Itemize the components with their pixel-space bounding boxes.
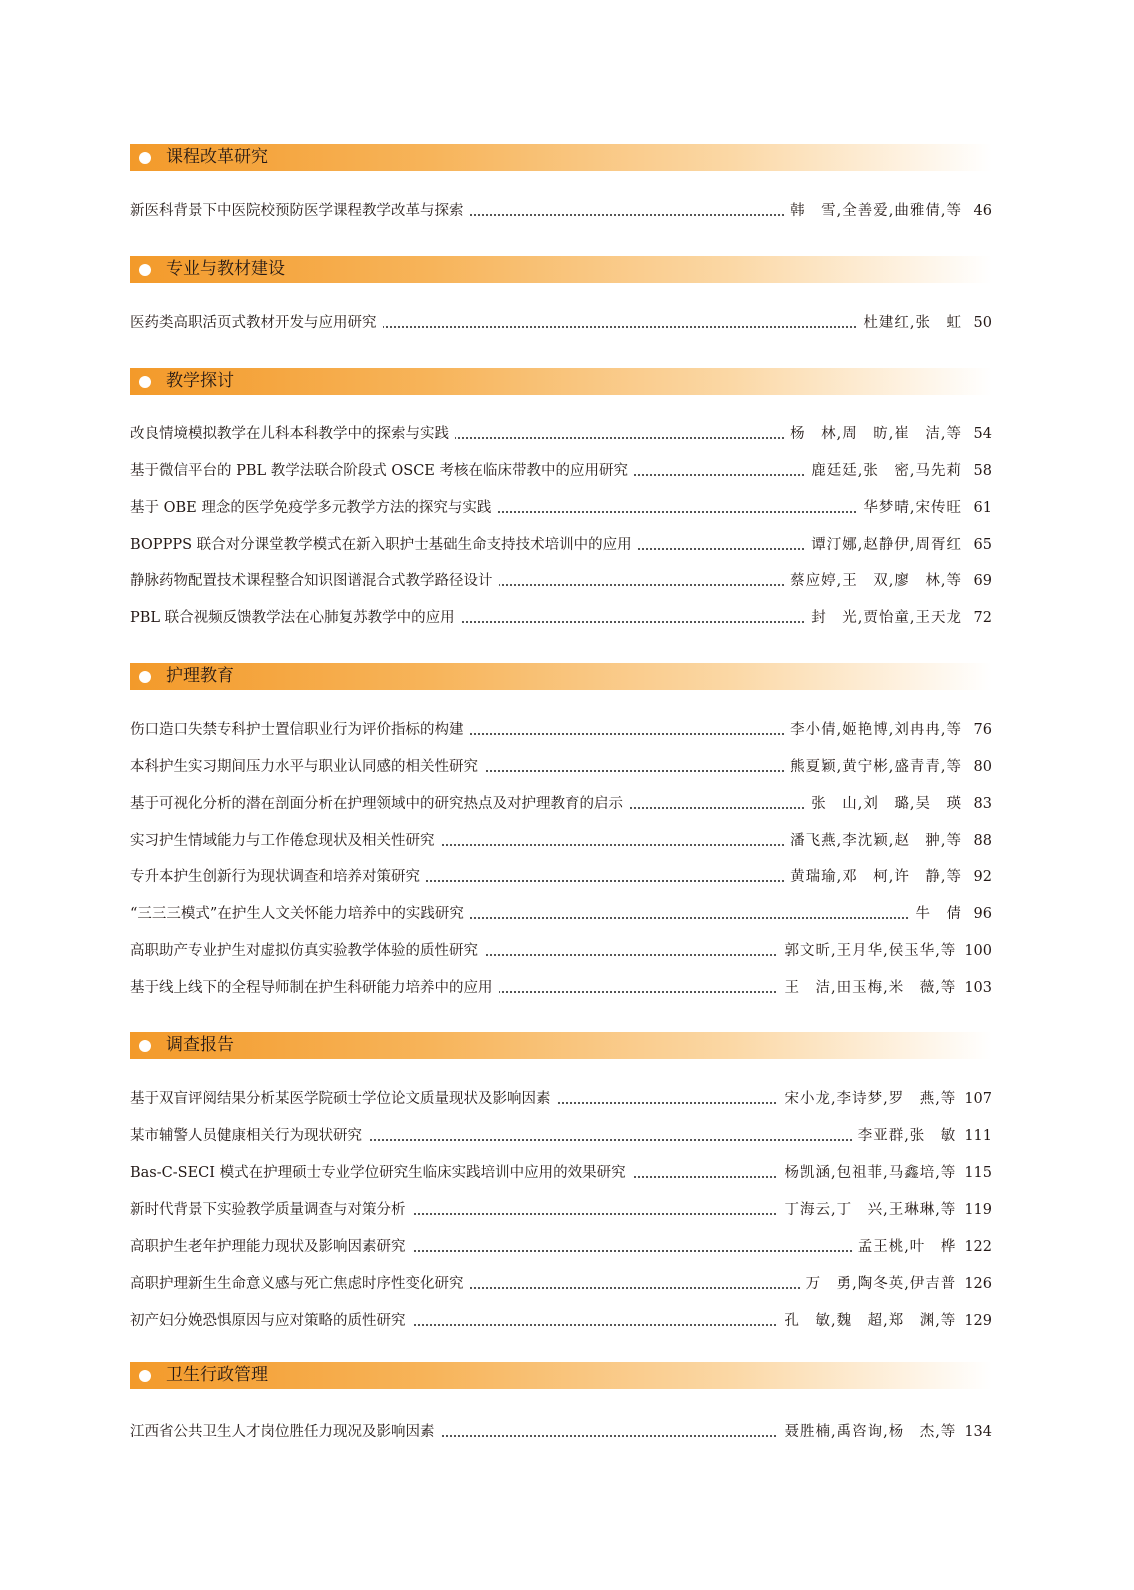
section-header xyxy=(130,1032,992,1059)
section-title: 卫生行政管理 xyxy=(166,1365,268,1385)
toc-entry[interactable] xyxy=(130,976,992,1000)
entry-page: 88 xyxy=(973,833,992,849)
bullet-icon xyxy=(139,152,151,164)
entry-page: 58 xyxy=(973,463,992,479)
toc-entry[interactable] xyxy=(130,792,992,816)
toc-entry[interactable] xyxy=(130,1124,992,1148)
entry-title: 江西省公共卫生人才岗位胜任力现况及影响因素 xyxy=(130,1420,441,1444)
entry-page: 50 xyxy=(973,315,992,331)
entry-authors: 杜建红,张 虹 xyxy=(863,315,962,331)
entry-authors: 王 洁,田玉梅,米 薇,等 xyxy=(784,980,957,996)
entry-title: 基于 OBE 理念的医学免疫学多元教学方法的探究与实践 xyxy=(130,496,497,520)
toc-entry[interactable] xyxy=(130,1272,992,1296)
bullet-icon xyxy=(139,1370,151,1382)
entry-page: 111 xyxy=(964,1128,992,1144)
entry-authors: 蔡应婷,王 双,廖 林,等 xyxy=(790,573,962,589)
entry-authors: 华梦晴,宋传旺 xyxy=(863,500,962,516)
section-title: 教学探讨 xyxy=(166,371,234,391)
entry-authors: 鹿廷廷,张 密,马先莉 xyxy=(811,463,962,479)
bullet-icon xyxy=(139,1040,151,1052)
toc-entry[interactable] xyxy=(130,533,992,557)
entry-page: 46 xyxy=(973,203,992,219)
entry-authors: 黄瑞瑜,邓 柯,许 静,等 xyxy=(790,869,962,885)
entry-title: BOPPPS 联合对分课堂教学模式在新入职护士基础生命支持技术培训中的应用 xyxy=(130,533,638,557)
entry-page: 61 xyxy=(973,500,992,516)
toc-entry[interactable] xyxy=(130,199,992,223)
entry-title: PBL 联合视频反馈教学法在心肺复苏教学中的应用 xyxy=(130,606,461,630)
entry-title: 初产妇分娩恐惧原因与应对策略的质性研究 xyxy=(130,1309,412,1333)
toc-entry[interactable] xyxy=(130,865,992,889)
entry-title: 伤口造口失禁专科护士置信职业行为评价指标的构建 xyxy=(130,718,470,742)
entry-title: 实习护生情域能力与工作倦怠现状及相关性研究 xyxy=(130,829,441,853)
entry-title: 静脉药物配置技术课程整合知识图谱混合式教学路径设计 xyxy=(130,569,499,593)
toc-entry[interactable] xyxy=(130,1198,992,1222)
section-title: 专业与教材建设 xyxy=(166,259,285,279)
entry-page: 122 xyxy=(964,1239,992,1255)
entry-page: 96 xyxy=(973,906,992,922)
entry-title: 高职助产专业护生对虚拟仿真实验教学体验的质性研究 xyxy=(130,939,484,963)
entry-authors: 万 勇,陶冬英,伊吉普 xyxy=(805,1276,957,1292)
entry-page: 80 xyxy=(973,759,992,775)
bullet-icon xyxy=(139,264,151,276)
entry-authors: 杨凯涵,包祖菲,马鑫培,等 xyxy=(784,1165,957,1181)
toc-entry[interactable] xyxy=(130,1235,992,1259)
entry-authors: 张 山,刘 璐,吴 瑛 xyxy=(811,796,962,812)
toc-entry[interactable] xyxy=(130,311,992,335)
toc-entry[interactable] xyxy=(130,718,992,742)
section-title: 调查报告 xyxy=(166,1035,234,1055)
entry-title: 新时代背景下实验教学质量调查与对策分析 xyxy=(130,1198,412,1222)
entry-authors: 韩 雪,全善爱,曲雅倩,等 xyxy=(790,203,962,219)
toc-entry[interactable] xyxy=(130,1309,992,1333)
entry-authors: 熊夏颖,黄宁彬,盛青青,等 xyxy=(790,759,962,775)
toc-entry[interactable] xyxy=(130,1161,992,1185)
entry-title: 改良情境模拟教学在儿科本科教学中的探索与实践 xyxy=(130,422,455,446)
section-title: 护理教育 xyxy=(166,666,234,686)
entry-title: 基于微信平台的 PBL 教学法联合阶段式 OSCE 考核在临床带教中的应用研究 xyxy=(130,459,634,483)
entry-page: 100 xyxy=(964,943,992,959)
entry-title: Bas-C-SECI 模式在护理硕士专业学位研究生临床实践培训中应用的效果研究 xyxy=(130,1161,632,1185)
bullet-icon xyxy=(139,376,151,388)
entry-page: 54 xyxy=(973,426,992,442)
entry-authors: 杨 林,周 昉,崔 洁,等 xyxy=(790,426,962,442)
section-header xyxy=(130,1362,992,1389)
entry-title: 本科护生实习期间压力水平与职业认同感的相关性研究 xyxy=(130,755,484,779)
toc-entry[interactable] xyxy=(130,569,992,593)
entry-title: 新医科背景下中医院校预防医学课程教学改革与探索 xyxy=(130,199,470,223)
section-title: 课程改革研究 xyxy=(166,147,268,167)
entry-authors: 李小倩,姬艳博,刘冉冉,等 xyxy=(790,722,962,738)
entry-page: 65 xyxy=(973,537,992,553)
entry-page: 92 xyxy=(973,869,992,885)
entry-page: 126 xyxy=(964,1276,992,1292)
entry-page: 83 xyxy=(973,796,992,812)
entry-page: 134 xyxy=(964,1424,992,1440)
entry-title: 高职护生老年护理能力现状及影响因素研究 xyxy=(130,1235,412,1259)
entry-page: 76 xyxy=(973,722,992,738)
entry-title: 医药类高职活页式教材开发与应用研究 xyxy=(130,311,383,335)
toc-entry[interactable] xyxy=(130,1420,992,1444)
entry-title: 专升本护生创新行为现状调查和培养对策研究 xyxy=(130,865,426,889)
toc-entry[interactable] xyxy=(130,829,992,853)
entry-title: 基于双盲评阅结果分析某医学院硕士学位论文质量现状及影响因素 xyxy=(130,1087,557,1111)
section-header xyxy=(130,368,992,395)
toc-entry[interactable] xyxy=(130,496,992,520)
entry-title: “三三三模式”在护生人文关怀能力培养中的实践研究 xyxy=(130,902,470,926)
section-header xyxy=(130,663,992,690)
entry-page: 72 xyxy=(973,610,992,626)
entry-page: 69 xyxy=(973,573,992,589)
toc-entry[interactable] xyxy=(130,1087,992,1111)
bullet-icon xyxy=(139,671,151,683)
entry-page: 115 xyxy=(964,1165,992,1181)
toc-entry[interactable] xyxy=(130,459,992,483)
entry-page: 107 xyxy=(964,1091,992,1107)
entry-title: 高职护理新生生命意义感与死亡焦虑时序性变化研究 xyxy=(130,1272,470,1296)
entry-authors: 郭文昕,王月华,侯玉华,等 xyxy=(784,943,957,959)
entry-authors: 潘飞燕,李沈颖,赵 翀,等 xyxy=(790,833,962,849)
entry-page: 129 xyxy=(964,1313,992,1329)
entry-authors: 孔 敏,魏 超,郑 渊,等 xyxy=(784,1313,957,1329)
toc-entry[interactable] xyxy=(130,939,992,963)
entry-title: 某市辅警人员健康相关行为现状研究 xyxy=(130,1124,368,1148)
entry-page: 119 xyxy=(964,1202,992,1218)
toc-entry[interactable] xyxy=(130,755,992,779)
entry-authors: 李亚群,张 敏 xyxy=(857,1128,957,1144)
entry-authors: 聂胜楠,禹咨询,杨 杰,等 xyxy=(784,1424,957,1440)
entry-authors: 丁海云,丁 兴,王琳琳,等 xyxy=(784,1202,957,1218)
entry-title: 基于可视化分析的潜在剖面分析在护理领域中的研究热点及对护理教育的启示 xyxy=(130,792,629,816)
entry-authors: 封 光,贾怡童,王天龙 xyxy=(811,610,962,626)
toc-entry[interactable] xyxy=(130,606,992,630)
entry-authors: 牛 倩 xyxy=(915,906,962,922)
entry-authors: 孟王桃,叶 桦 xyxy=(857,1239,957,1255)
entry-page: 103 xyxy=(964,980,992,996)
entry-title: 基于线上线下的全程导师制在护生科研能力培养中的应用 xyxy=(130,976,499,1000)
section-header xyxy=(130,144,992,171)
toc-entry[interactable] xyxy=(130,422,992,446)
section-header xyxy=(130,256,992,283)
entry-authors: 宋小龙,李诗梦,罗 燕,等 xyxy=(784,1091,957,1107)
toc-entry[interactable] xyxy=(130,902,992,926)
entry-authors: 谭汀娜,赵静伊,周胥红 xyxy=(811,537,962,553)
